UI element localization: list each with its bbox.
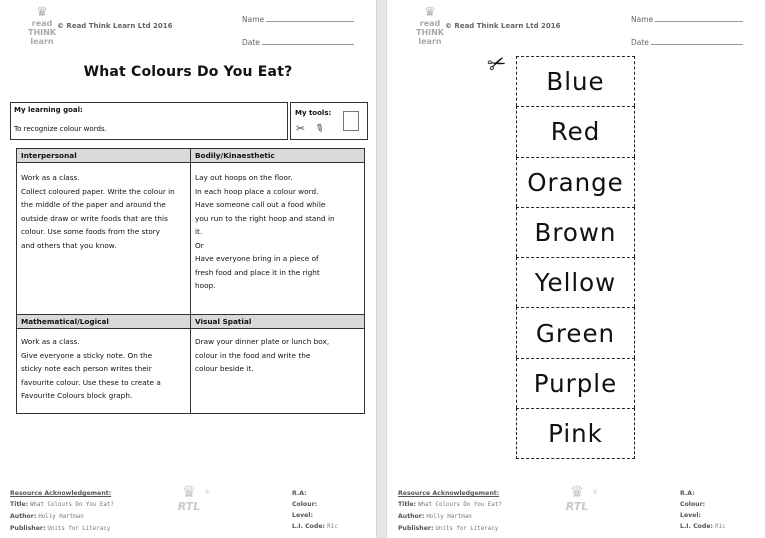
rtl-footer-logo: [174, 482, 210, 513]
crown-icon: ♛: [569, 482, 585, 501]
resource-acknowledgement: [398, 488, 502, 535]
copyright-text: © Read Think Learn Ltd 2016: [445, 22, 561, 30]
cell-line: Give everyone a sticky note. On the: [21, 350, 153, 360]
rtl-logo: [27, 6, 57, 50]
cell-heading: Visual Spatial: [191, 315, 365, 329]
ack-label: Publisher:: [398, 525, 434, 532]
meta-label: Colour:: [680, 501, 706, 508]
meta-value: R1c: [715, 524, 726, 530]
name-field[interactable]: [242, 13, 367, 24]
resource-meta: [680, 488, 726, 533]
cell-line: favourite colour. Use these to create a: [21, 377, 161, 387]
copyright-text: © Read Think Learn Ltd 2016: [57, 22, 173, 30]
cell-heading: Interpersonal: [17, 149, 191, 163]
word-card[interactable]: Orange: [516, 157, 635, 207]
rtl-footer-logo: [562, 482, 598, 513]
logo-word: read: [419, 19, 441, 28]
word-card[interactable]: Green: [516, 307, 635, 357]
ack-value: Holly Hartman: [426, 514, 472, 520]
logo-word: THINK: [415, 28, 445, 37]
activity-table: [16, 148, 365, 414]
word-card[interactable]: Blue: [516, 56, 635, 106]
paper-icon: [343, 111, 359, 131]
cell-line: colour in the food and write the: [195, 350, 311, 360]
rtl-mark: RTL: [565, 500, 589, 513]
meta-value: R1c: [327, 524, 338, 530]
ack-value: What Colours Do You Eat?: [30, 502, 114, 508]
activity-cell-visual: [191, 329, 365, 414]
ack-value: Holly Hartman: [38, 514, 84, 520]
crown-icon: ♛: [181, 482, 197, 501]
ack-label: Title:: [398, 501, 417, 508]
activity-cell-interpersonal: [17, 163, 191, 315]
meta-label: Colour:: [292, 501, 318, 508]
cell-line: the middle of the paper and around the: [21, 200, 166, 209]
word-card[interactable]: Yellow: [516, 257, 635, 307]
cell-line: Collect coloured paper. Write the colour in: [21, 186, 175, 196]
goal-text: To recognize colour words.: [14, 125, 107, 133]
tools-label: My tools:: [295, 109, 332, 117]
cell-line: fresh food and place it in the right: [195, 267, 320, 277]
learning-goal-box: [10, 102, 288, 140]
pencil-icon: ✎: [312, 120, 327, 137]
ack-heading: Resource Acknowledgement:: [398, 490, 500, 497]
tools-box: [290, 102, 368, 140]
ack-label: Publisher:: [10, 525, 46, 532]
rtl-mark: RTL: [177, 500, 201, 513]
resource-meta: [292, 488, 338, 533]
name-field[interactable]: [631, 13, 756, 24]
ack-label: Title:: [10, 501, 29, 508]
cell-heading: Bodily/Kinaesthetic: [191, 149, 365, 163]
cell-heading: Mathematical/Logical: [17, 315, 191, 329]
ack-heading: Resource Acknowledgement:: [10, 490, 112, 497]
meta-label: L.I. Code:: [292, 523, 325, 530]
word-card[interactable]: Pink: [516, 408, 635, 459]
date-field[interactable]: [242, 36, 367, 47]
cell-line: you run to the right hoop and stand in: [195, 213, 335, 223]
activity-cell-mathematical: [17, 329, 191, 414]
cell-line: colour. Use some foods from the story: [21, 227, 160, 236]
cell-line: it.: [195, 227, 203, 236]
scissors-icon: ✂: [484, 49, 511, 80]
word-card[interactable]: Brown: [516, 207, 635, 257]
cell-line: Work as a class.: [21, 173, 80, 182]
scissors-icon: ✂: [296, 122, 306, 135]
meta-label: L.I. Code:: [680, 523, 713, 530]
resource-acknowledgement: [10, 488, 114, 535]
worksheet-page-left: [0, 0, 376, 538]
word-card[interactable]: Purple: [516, 358, 635, 408]
rtl-logo: [415, 6, 445, 50]
ack-value: Units for Literacy: [435, 526, 499, 532]
date-field[interactable]: [631, 36, 756, 47]
cell-line: Lay out hoops on the floor.: [195, 173, 293, 182]
cell-line: Work as a class.: [21, 337, 80, 346]
meta-label: R.A:: [292, 490, 307, 497]
crown-icon: ♛: [36, 5, 48, 20]
date-label: Date: [631, 38, 649, 47]
meta-label: R.A:: [680, 490, 695, 497]
ack-label: Author:: [10, 513, 37, 520]
goal-label: My learning goal:: [14, 106, 83, 114]
cell-line: and others that you know.: [21, 240, 117, 250]
cell-line: Or: [195, 240, 204, 250]
worksheet-title: What Colours Do You Eat?: [83, 64, 293, 80]
cell-line: hoop.: [195, 281, 216, 290]
logo-word: learn: [418, 37, 442, 46]
cell-line: outside draw or write foods that are this: [21, 213, 168, 223]
word-card-strip: [516, 56, 635, 459]
word-card[interactable]: Red: [516, 106, 635, 156]
logo-word: read: [31, 19, 53, 28]
name-label: Name: [631, 15, 654, 24]
meta-label: Level:: [292, 512, 313, 519]
logo-word: THINK: [27, 28, 57, 37]
ack-value: What Colours Do You Eat?: [418, 502, 502, 508]
activity-cell-bodily: [191, 163, 365, 315]
logo-word: learn: [30, 37, 54, 46]
meta-label: Level:: [680, 512, 701, 519]
cell-line: Have someone call out a food while: [195, 200, 326, 209]
registered-mark: ®: [592, 489, 598, 496]
cell-line: sticky note each person writes their: [21, 364, 152, 373]
cell-line: In each hoop place a colour word.: [195, 186, 319, 196]
cell-line: Favourite Colours block graph.: [21, 391, 133, 400]
name-label: Name: [242, 15, 265, 24]
registered-mark: ®: [204, 489, 210, 496]
ack-label: Author:: [398, 513, 425, 520]
cell-line: Draw your dinner plate or lunch box,: [195, 337, 330, 346]
cell-line: colour beside it.: [195, 364, 254, 373]
cell-line: Have everyone bring in a piece of: [195, 254, 319, 263]
crown-icon: ♛: [424, 5, 436, 20]
date-label: Date: [242, 38, 260, 47]
ack-value: Units for Literacy: [47, 526, 111, 532]
